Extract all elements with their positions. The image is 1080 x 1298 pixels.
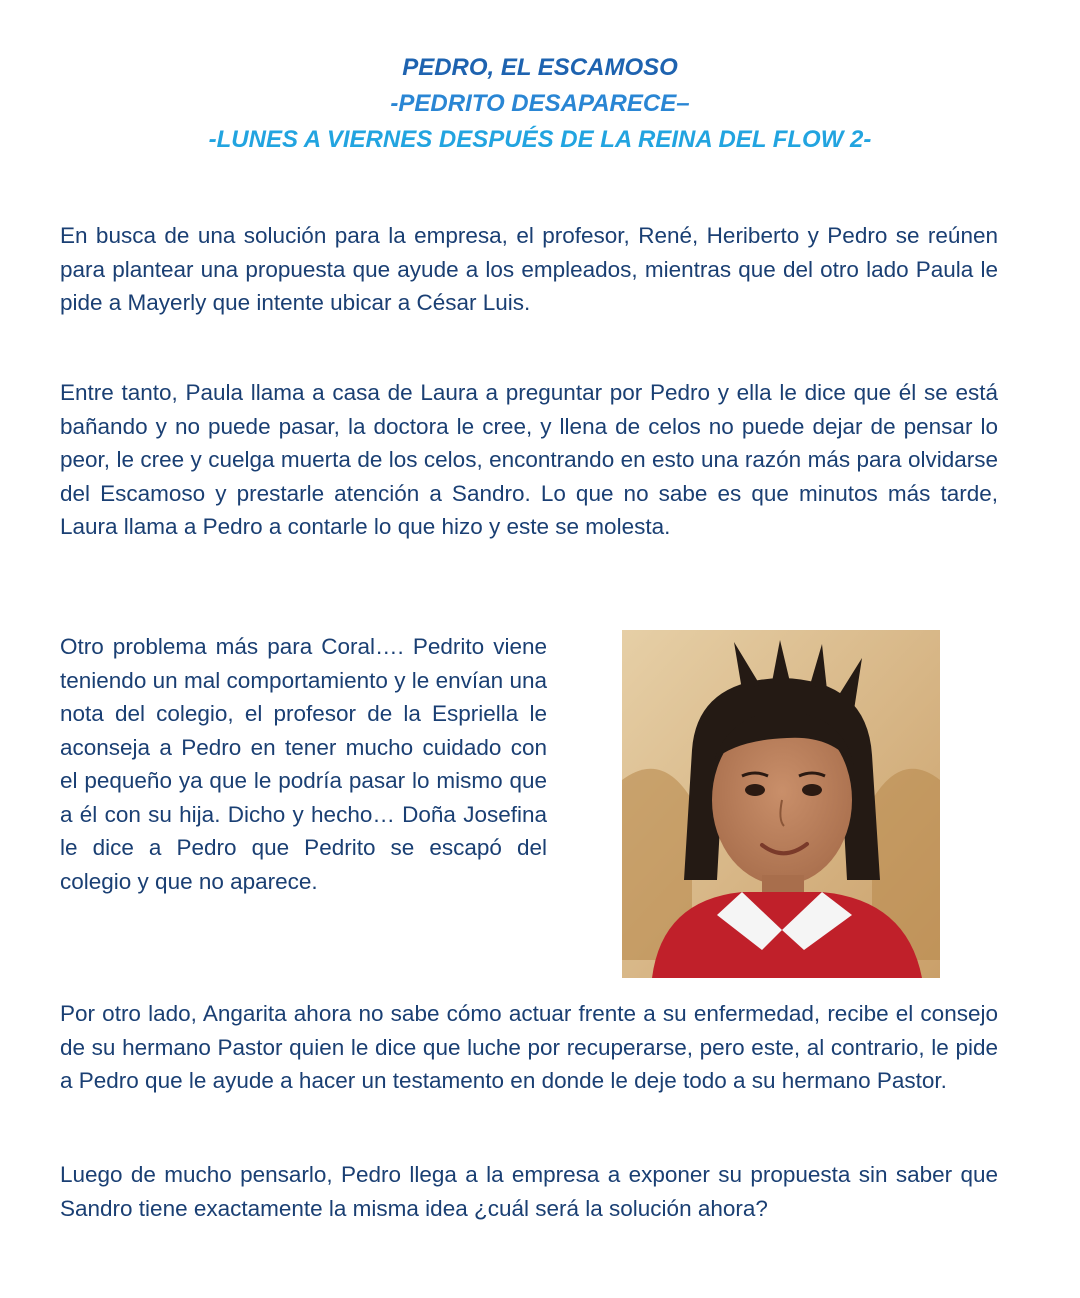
child-portrait-photo xyxy=(622,630,940,978)
paragraph-5: Luego de mucho pensarlo, Pedro llega a la empresa a exponer su propuesta sin saber que Sandro tiene exactamente la misma idea ¿cuál será la solución ahora? xyxy=(60,1162,998,1221)
paragraph-4: Por otro lado, Angarita ahora no sabe cómo actuar frente a su enfermedad, recibe el consejo de su hermano Pastor quien le dice que luche por recuperarse, pero este, al contrario, le pide a Pedro que le ayude a hacer un testamento en donde le deje todo a su hermano Pastor. xyxy=(60,1001,998,1093)
schedule-line: -LUNES A VIERNES DESPUÉS DE LA REINA DEL FLOW 2- xyxy=(208,126,872,153)
paragraph-3: Otro problema más para Coral…. Pedrito viene teniendo un mal comportamiento y le envían una nota del colegio, el profesor de la Espriella le aconseja a Pedro en tener mucho cuidado con el pequeño ya que le podría pasar lo mismo que a él con su hija. Dicho y hecho… Doña Josefina le dice a Pedro que Pedrito se escapó del colegio y que no aparece. xyxy=(60,634,547,894)
paragraph-2: Entre tanto, Paula llama a casa de Laura a preguntar por Pedro y ella le dice que él se está bañando y no puede pasar, la doctora le cree, y llena de celos no puede dejar de pensar lo peor, le cree y cuelga muerta de los celos, encontrando en esto una razón más para olvidarse del Escamoso y prestarle atención a Sandro. Lo que no sabe es que minutos más tarde, Laura llama a Pedro a contarle lo que hizo y este se molesta. xyxy=(60,380,998,539)
paragraph-1: En busca de una solución para la empresa, el profesor, René, Heriberto y Pedro se reúnen para plantear una propuesta que ayude a los empleados, mientras que del otro lado Paula le pide a Mayerly que intente ubicar a César Luis. xyxy=(60,223,998,315)
header xyxy=(0,50,1080,158)
episode-subtitle: -PEDRITO DESAPARECE– xyxy=(390,90,690,117)
page-title: PEDRO, EL ESCAMOSO xyxy=(402,54,678,81)
